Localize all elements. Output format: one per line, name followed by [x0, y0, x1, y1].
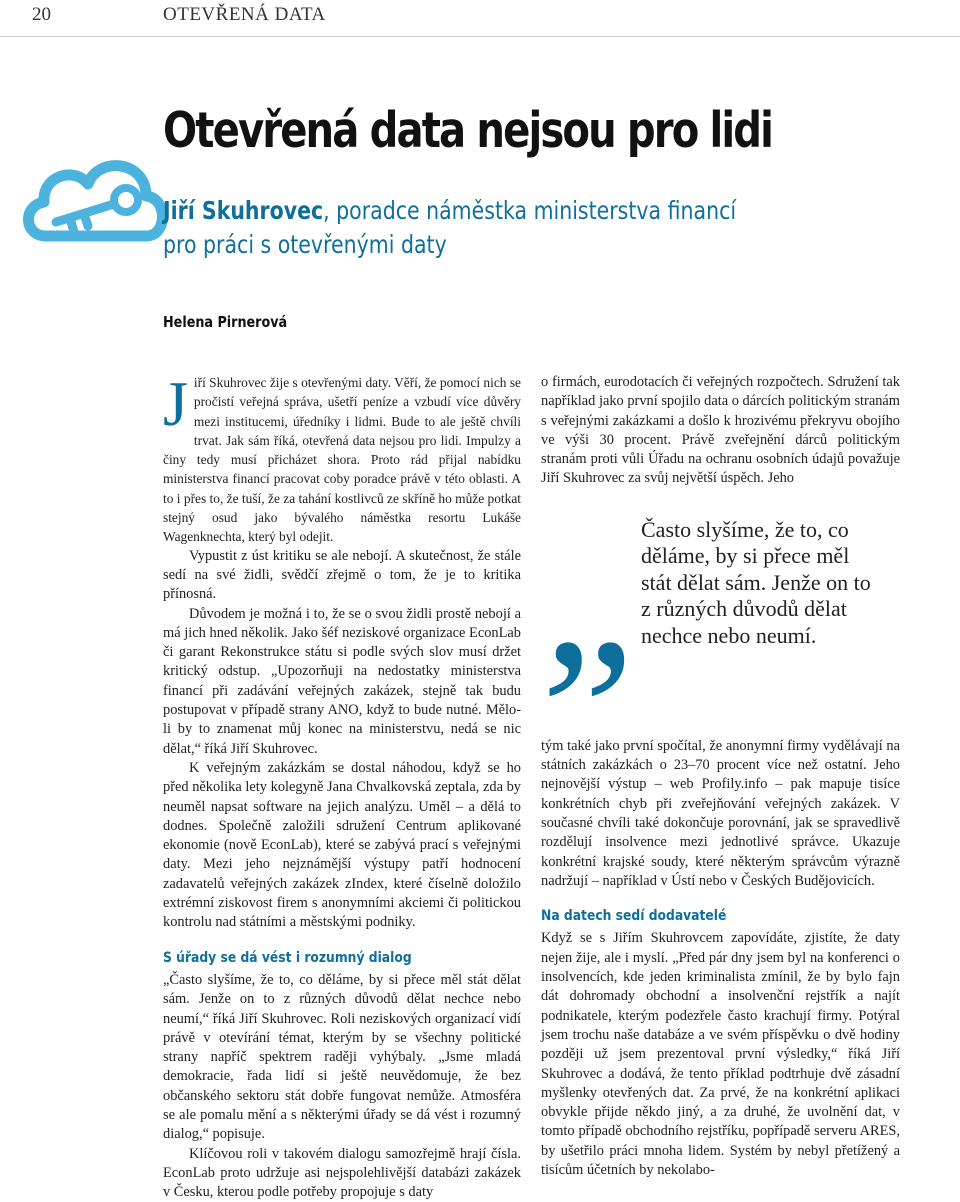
subtitle-line2: pro práci s otevřenými daty [163, 230, 447, 259]
drop-cap: J [163, 368, 188, 439]
section-heading: S úřady se dá vést i rozumný dialog [163, 949, 412, 966]
right-column [541, 373, 900, 1180]
article-title: Otevřená data nejsou pro lidi [163, 102, 773, 159]
body-paragraph: K veřejným zakázkám se dostal náhodou, když se ho před několika lety kolegyně Jana Chvalkovská zeptala, zda by neuměl napsat software na jejich analýzu. Uměl – a dělá to dodnes. Společně založili sdružení Centrum aplikované ekonomie (nově EconLab), které se zabývá prací s veřejnými daty. Mezi jeho nejznámější výstupy patří hodnocení zadavatelů veřejných zakázek zIndex, které číselně doložilo extrémní ziskovost firem s anonymními akciemi či politickou kontrolu nad státními a městskými podniky. [163, 759, 521, 931]
pull-quote-text: Často slyšíme, že to, co děláme, by si přece měl stát dělat sám. Jenže on to z různých důvodů dělat nechce nebo neumí. [641, 516, 871, 648]
running-header [0, 0, 960, 37]
body-paragraph: o firmách, eurodotacích či veřejných rozpočtech. Sdružení tak například jako první spojilo data o dárcích politickým stranám s veřejnými zakázkami a došlo k hrozivému překryvu obojího ve výši 30 procent. Právě zveřejnění dárců politickým stranám proti vůli Úřadu na ochranu osobních údajů považuje Jiří Skuhrovec za svůj největší úspěch. Jeho [541, 374, 900, 487]
author-byline: Helena Pirnerová [163, 313, 288, 331]
left-column [163, 368, 521, 1202]
section-title: OTEVŘENÁ DATA [163, 4, 326, 25]
subtitle-name: Jiří Skuhrovec [163, 196, 324, 225]
lead-paragraph [163, 368, 521, 547]
quote-mark-icon: „ [541, 477, 658, 710]
body-paragraph: Klíčovou roli v takovém dialogu samozřejmě hrají čísla. EconLab proto udržuje asi nejspolehlivější databázi zakázek v Česku, kterou podle potřeby propojuje s daty [163, 1145, 521, 1201]
body-paragraph: tým také jako první spočítal, že anonymní firmy vydělávají na státních zakázkách o 23–70 procent více než ostatní. Jeho nejnovější výstup – web Profily.info – pak mapuje tisíce konkrétních chyb při zveřejňování veřejných zakázek. V současné chvíli také dokončuje porovnání, jak se spravedlivě rozdělují insolvence mezi jednotlivé správce. Ukazuje konkrétní krajské soudy, které některým správcům výrazně nadržují – například v Ústí nebo v Českých Budějovicích. [541, 737, 900, 889]
lead-text: iří Skuhrovec žije s otevřenými daty. Věří, že pomocí nich se pročistí veřejná správa, ušetří peníze a vzbudí více důvěry mezi institucemi, úředníky i lidmi. Bude to ale ještě chvíli trvat. Jak sám říká, otevřená data nejsou pro lidi. Impulzy a činy tedy musí přicházet shora. Proto rád přijal nabídku ministerstva financí pracovat coby poradce právě v této oblasti. A to i přes to, že tuší, že za tahání kostlivců ze skříně ho může potkat stejný osud jako bývalého náměstka resortu Lukáše Wagenknechta, který byl odejit. [163, 375, 521, 545]
section-heading: Na datech sedí dodavatelé [541, 908, 727, 925]
body-paragraph: Vypustit z úst kritiku se ale nebojí. A skutečnost, že stále sedí na své židli, svědčí zřejmě o tom, že je to kritika přínosná. [163, 547, 521, 603]
pull-quote [541, 477, 900, 737]
page-number: 20 [32, 4, 51, 25]
body-paragraph: „Často slyšíme, že to, co děláme, by si přece měl stát dělat sám. Jenže on to z různých důvodů dělat nechce nebo neumí,“ říká Jiří Skuhrovec. Roli neziskových organizací vidí právě v otevírání témat, kterým by se všechny politické strany napříč spektrem raději vyhýbaly. „Jsme mladá demokracie, řada lidí si ještě neuvědomuje, že bez občanského sektoru stát dobře fungovat nemůže. Atmosféra se ale pomalu mění a s některými úřady se dá vést i rozumný dialog,“ popisuje. [163, 971, 521, 1143]
article-subtitle [163, 194, 736, 262]
body-paragraph: Důvodem je možná i to, že se o svou židli prostě nebojí a má jich hned několik. Jako šéf neziskové organizace EconLab či garant Rekonstrukce státu si podle svých slov musí držet kritický odstup. „Upozorňuji na nedostatky ministerstva financí při zadávání veřejných zakázek, stejně tak budu postupovat v případě strany ANO, když to bude nutné. Mělo-li by to znamenat můj konec na ministerstvu, nedá se nic dělat,“ říká Jiří Skuhrovec. [163, 605, 521, 757]
cloud-key-icon [18, 140, 168, 260]
body-paragraph: Když se s Jiřím Skuhrovcem zapovídáte, zjistíte, že daty nejen žije, ale i myslí. „Před pár dny jsem byl na konferenci o insolvencích, kde jeden kriminalista zmínil, že by bylo fajn dát dohromady obchodní a insolvenční rejstřík a najít podnikatele, kterým podezřele často krachují firmy. Potýral jsem trochu naše databáze a ve svém příspěvku o dvě hodiny později už jsem prezentoval první výsledky,“ říká Jiří Skuhrovec a dodává, že tento příklad podtrhuje dvě zásadní myšlenky otevřených dat. Za prvé, že na konkrétní aplikaci obvykle přijde někdo jiný, a za druhé, že uvolnění dat, v tomto případě obchodního rejstříku, popřípadě serveru ARES, by ušetřilo práci mnoha lidem. Systém by nebyl přetížený a tisícům účetních by nekolabo- [541, 930, 900, 1179]
subtitle-role: , poradce náměstka ministerstva financí [323, 196, 737, 225]
